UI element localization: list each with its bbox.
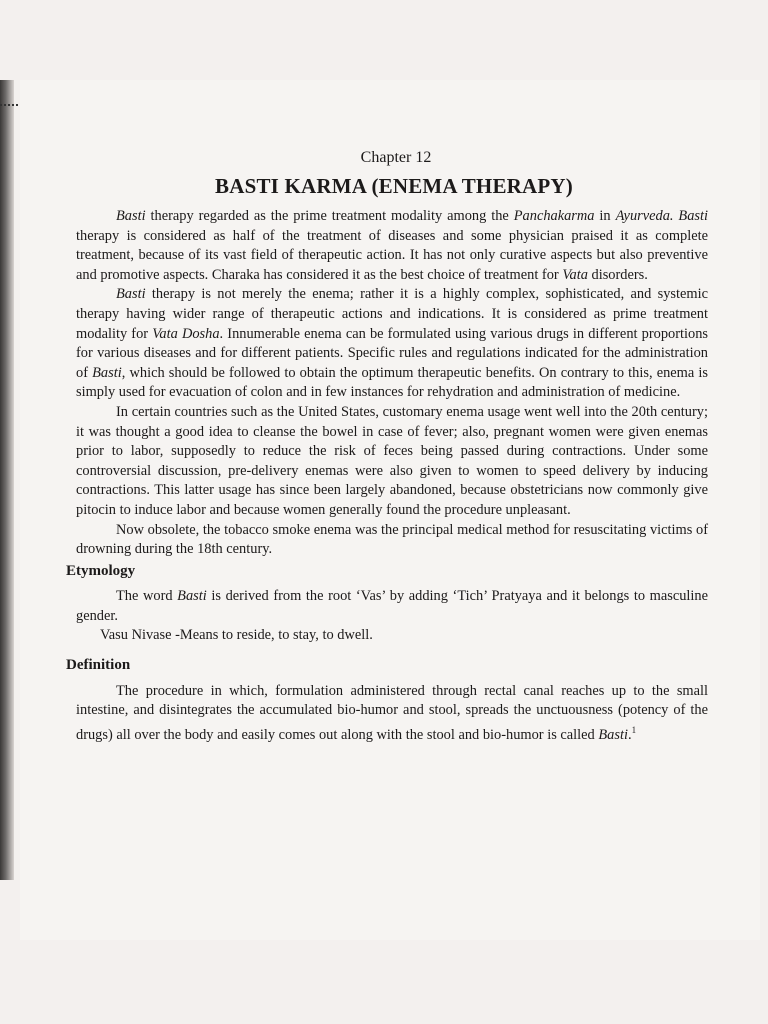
text-run: The procedure in which, formulation administered through rectal canal reaches up to the small intestine, and disintegrates the accumulated bio-humor and stool, spreads the unctuousness (potency of the drugs) all over the body and easily comes out along with the stool and bio-humor is called [76, 682, 708, 743]
paragraph-intro [76, 207, 708, 285]
text-run: Now obsolete, the tobacco smoke enema was the principal medical method for resuscitating victims of drowning during the 18th century. [76, 521, 708, 558]
definition-paragraph [76, 682, 708, 746]
chapter-label: Chapter 12 [360, 149, 432, 166]
italic-term: Ayurveda. Basti [615, 208, 709, 224]
chapter-body [66, 207, 709, 745]
italic-term: Basti [92, 364, 122, 381]
text-run: therapy regarded as the prime treatment modality among the [145, 208, 514, 224]
paragraph-basti-therapy [76, 285, 708, 403]
italic-term: Basti [177, 588, 207, 605]
definition-heading: Definition [66, 657, 131, 674]
text-run: in [594, 208, 616, 224]
etymology-paragraph [76, 587, 708, 626]
text-run: therapy is not merely the enema; rather it is a highly complex, sophisticated, and systemic therapy having wider range of therapeutic actions and indications. It is considered as prime treatment modality for [76, 286, 708, 342]
etymology-meaning: Vasu Nivase -Means to reside, to stay, to dwell. [100, 627, 373, 644]
text-run: disorders. [587, 266, 648, 283]
italic-term: Vata [562, 266, 588, 283]
text-run: is derived from the root ‘Vas’ by adding ‘Tich’ Pratyaya and it belongs to masculine gender. [76, 588, 708, 624]
text-run: . Innumerable enema can be formulated using various drugs in different proportions for various diseases and for different patients. Specific rules and regulations indicated for the administration of [76, 325, 709, 381]
etymology-heading: Etymology [66, 562, 136, 579]
italic-term: Vata Dosha [152, 325, 220, 342]
text-run: The word [116, 588, 178, 605]
binding-dots [0, 104, 18, 110]
italic-term: Basti [116, 286, 146, 303]
book-binding-shadow [0, 80, 14, 880]
paragraph-tobacco [76, 521, 708, 560]
text-run: In certain countries such as the United States, customary enema usage went well into the 20th century; it was thought a good idea to cleanse the bowel in case of fever; also, pregnant women were given enemas prior to labor, supposedly to reduce the risk of feces being passed during contractions. Under some controversial discussion, pre-delivery enemas were also given to women to speed delivery by inducing contractions. This latter usage has since been largely abandoned, because obstetricians now commonly give pitocin to induce labor and because women generally found the procedure unpleasant. [76, 403, 708, 518]
footnote-ref: 1 [631, 724, 637, 735]
text-run: therapy is considered as half of the treatment of diseases and some physician praised it as complete treatment, because of its vast field of therapeutic action. It has not only curative aspects but also preventive and promotive aspects. Charaka has considered it as the best choice of treatment for [76, 227, 708, 283]
italic-term: Panchakarma [513, 208, 595, 224]
chapter-title: BASTI KARMA (ENEMA THERAPY) [215, 174, 573, 198]
italic-term: Basti [598, 726, 628, 743]
italic-term: Basti [116, 208, 146, 224]
paragraph-history [76, 403, 708, 521]
text-run: . [627, 726, 632, 743]
text-run: , which should be followed to obtain the optimum therapeutic benefits. On contrary to this, enema is simply used for evacuation of colon and in few instances for rehydration and administration of medicine. [76, 364, 708, 401]
